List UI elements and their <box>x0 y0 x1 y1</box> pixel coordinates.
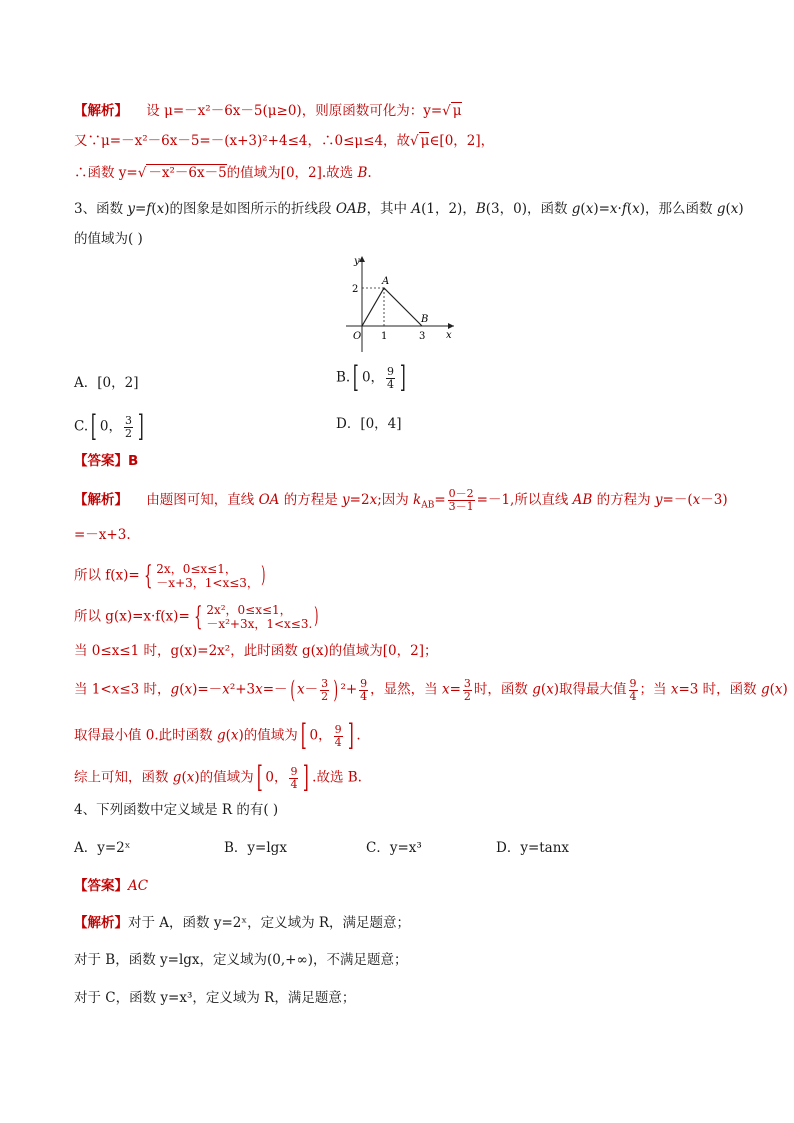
solution-1-line-1 <box>74 101 462 121</box>
q3-analysis-line-4: 所以 g(x)=x·f(x)= { 2x²，0≤x≤1， －x²+3x，1<x≤3. ) <box>74 602 319 632</box>
point-b-label: B <box>421 314 429 325</box>
solution-1-line-2: 又∵μ=－x²－6x－5=－(x+3)²+4≤4，∴0≤μ≤4，故√ μ∈[0，2]， <box>74 133 495 149</box>
option-a: A．[0，2] <box>74 375 139 391</box>
tick-x-1: 1 <box>381 331 388 342</box>
analysis-tag: 【解析】 <box>74 103 128 119</box>
q4-analysis-line-3: 对于 C，函数 y=x³，定义域为 R，满足题意； <box>74 990 356 1006</box>
question-4-stem: 4、下列函数中定义域是 R 的有( ) <box>74 802 279 818</box>
x-axis-label: x <box>446 330 452 341</box>
q4-option-d: D．y=tanx <box>496 840 570 856</box>
solution-1-line-3: ∴函数 y=√ －x²－6x－5的值域为[0，2].故选 B. <box>74 165 372 181</box>
q3-analysis-line-6: 当 1<x≤3 时，g(x)=－x²+3x=－( x－ $\frac{3}{2}$ ) ²+ $\frac{9}{4}$ ，显然，当 x= $\frac{3}{2}$ 时，函数 g(x)取得最大值 $\frac{9}{4}$ ；当 x=3 时，函数 g(x) <box>74 676 788 704</box>
solution-1-text: 设 μ=－x²－6x－5(μ≥0)，则原函数可化为：y=√ μ <box>146 103 462 119</box>
q3-analysis-line-1: 【解析】 由题图可知，直线 OA 的方程是 y=2x;因为 $k_{AB}=$ $\frac{0-2}{3-1}$ =－1,所以直线 AB 的方程为 y=－(x－3) <box>74 487 728 513</box>
option-b: B.[ 0， $\frac{9}{4}$ ] <box>336 360 406 395</box>
q3-analysis-line-3: 所以 f(x)= { 2x，0≤x≤1， －x+3，1<x≤3， ) <box>74 561 266 591</box>
q4-analysis-line-2: 对于 B，函数 y=lgx，定义域为(0,+∞)，不满足题意； <box>74 952 408 968</box>
q4-option-c: C．y=x³ <box>366 840 422 856</box>
question-3-stem-line-1: 3、函数 y=f(x)的图象是如图所示的折线段 OAB，其中 A(1，2)，B(3，0)，函数 g(x)=x·f(x)，那么函数 g(x) <box>74 201 744 217</box>
tick-y-2: 2 <box>352 284 359 295</box>
q3-analysis-line-7: 取得最小值 0.此时函数 g(x)的值域为[ 0， $\frac{9}{4}$ ] . <box>74 718 361 753</box>
polyline-oab <box>362 288 422 326</box>
function-graph-figure <box>336 252 460 356</box>
origin-label: O <box>353 331 362 342</box>
question-3-answer: 【答案】B <box>74 453 139 469</box>
q4-option-b: B．y=lgx <box>224 840 287 856</box>
question-4-answer: 【答案】AC <box>74 878 149 894</box>
y-axis-label: y <box>354 256 360 267</box>
q3-analysis-line-5: 当 0≤x≤1 时，g(x)=2x²，此时函数 g(x)的值域为[0，2]； <box>74 643 438 659</box>
point-a-label: A <box>382 276 390 287</box>
q4-option-a: A．y=2ˣ <box>74 840 131 856</box>
q4-analysis-line-1: 【解析】对于 A，函数 y=2ˣ，定义域为 R，满足题意； <box>74 915 411 931</box>
option-d: D．[0，4] <box>336 416 402 432</box>
q3-analysis-line-2: =－x+3. <box>74 527 131 543</box>
question-3-stem-line-2: 的值域为( ) <box>74 231 143 247</box>
tick-x-3: 3 <box>419 331 426 342</box>
q3-analysis-line-8: 综上可知，函数 g(x)的值域为[ 0， $\frac{9}{4}$ ] .故选 B. <box>74 760 362 795</box>
analysis-tag: 【解析】 <box>74 492 128 508</box>
option-c: C.[ 0， $\frac{3}{2}$ ] <box>74 409 144 444</box>
